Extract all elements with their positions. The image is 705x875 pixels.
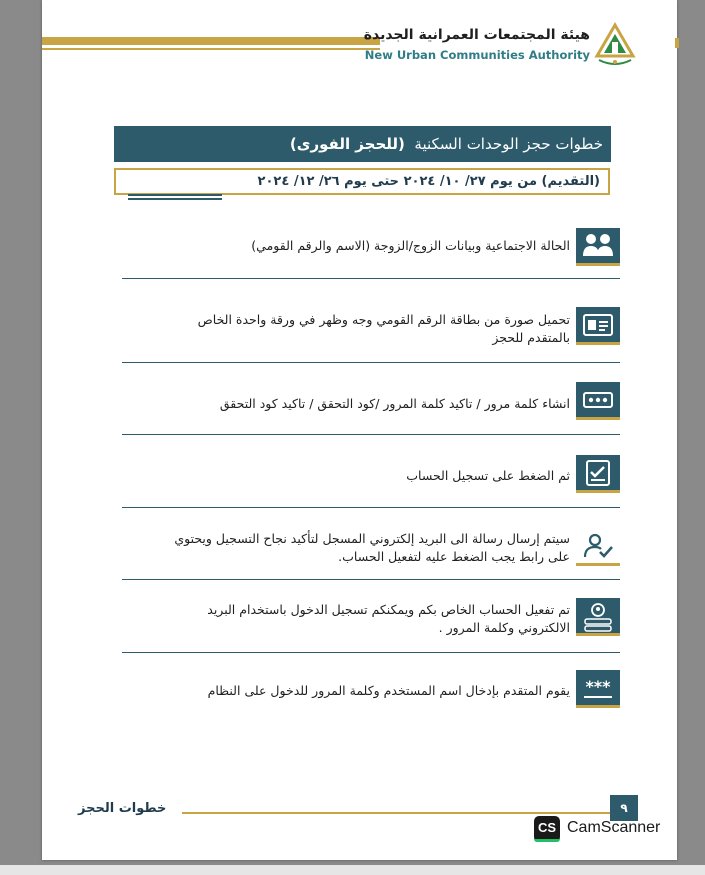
password-icon — [576, 382, 620, 420]
step-text: يقوم المتقدم بإدخال اسم المستخدم وكلمة المرور للدخول على النظام — [207, 683, 570, 698]
title-main: خطوات حجز الوحدات السكنية — [414, 135, 603, 153]
step-text: تم تفعيل الحساب الخاص بكم ويمكنكم تسجيل الدخول باستخدام البريد الالكتروني وكلمة المرور . — [207, 602, 570, 635]
title-highlight: (للحجز الفورى) — [289, 135, 405, 153]
user-login-icon — [576, 598, 620, 636]
header-edge-mark — [675, 38, 679, 48]
step-divider — [122, 278, 620, 279]
page-number: ٩ — [610, 795, 638, 821]
footer-gold-line — [182, 812, 610, 814]
footer-title: خطوات الحجز — [78, 801, 167, 816]
step-divider — [122, 434, 620, 435]
step-text: ثم الضغط على تسجيل الحساب — [406, 468, 570, 483]
checklist-icon — [576, 455, 620, 493]
users-icon — [576, 228, 620, 266]
header-gold-line — [42, 48, 380, 50]
step-divider — [122, 579, 620, 580]
step-text: الحالة الاجتماعية وبيانات الزوج/الزوجة (الاسم والرقم القومي) — [251, 238, 570, 253]
step-text: تحميل صورة من بطاقة الرقم القومي وجه وظهر في ورقة واحدة الخاص بالمتقدم للحجز — [197, 312, 570, 345]
date-underline — [128, 194, 222, 196]
camscanner-watermark: CamScanner — [567, 819, 661, 836]
date-underline — [128, 198, 222, 200]
org-name-english: New Urban Communities Authority — [364, 48, 590, 62]
step-text: سيتم إرسال رسالة الى البريد إلكتروني المسجل لتأكيد نجاح التسجيل ويحتوي على رابط يجب الضغط عليه لتفعيل الحساب. — [174, 531, 570, 564]
step-divider — [122, 362, 620, 363]
next-page-edge — [0, 865, 705, 875]
svg-text:***: *** — [585, 677, 611, 696]
org-name-arabic: هيئة المجتمعات العمرانية الجديدة — [363, 27, 590, 43]
nuca-logo — [593, 22, 637, 68]
page-title — [114, 126, 611, 162]
user-check-icon — [576, 528, 620, 566]
asterisk-password-icon — [576, 670, 620, 708]
camscanner-logo-icon: CS — [534, 816, 560, 842]
header-gold-bar — [42, 37, 380, 45]
step-divider — [122, 507, 620, 508]
document-page — [42, 0, 677, 860]
step-divider — [122, 652, 620, 653]
date-range-box — [114, 168, 610, 195]
id-card-icon — [576, 307, 620, 345]
date-range-text: (التقديم) من يوم ٢٧/ ١٠/ ٢٠٢٤ حتى يوم ٢٦/ ١٢/ ٢٠٢٤ — [257, 174, 600, 189]
step-text: انشاء كلمة مرور / تاكيد كلمة المرور /كود التحقق / تاكيد كود التحقق — [219, 396, 570, 411]
